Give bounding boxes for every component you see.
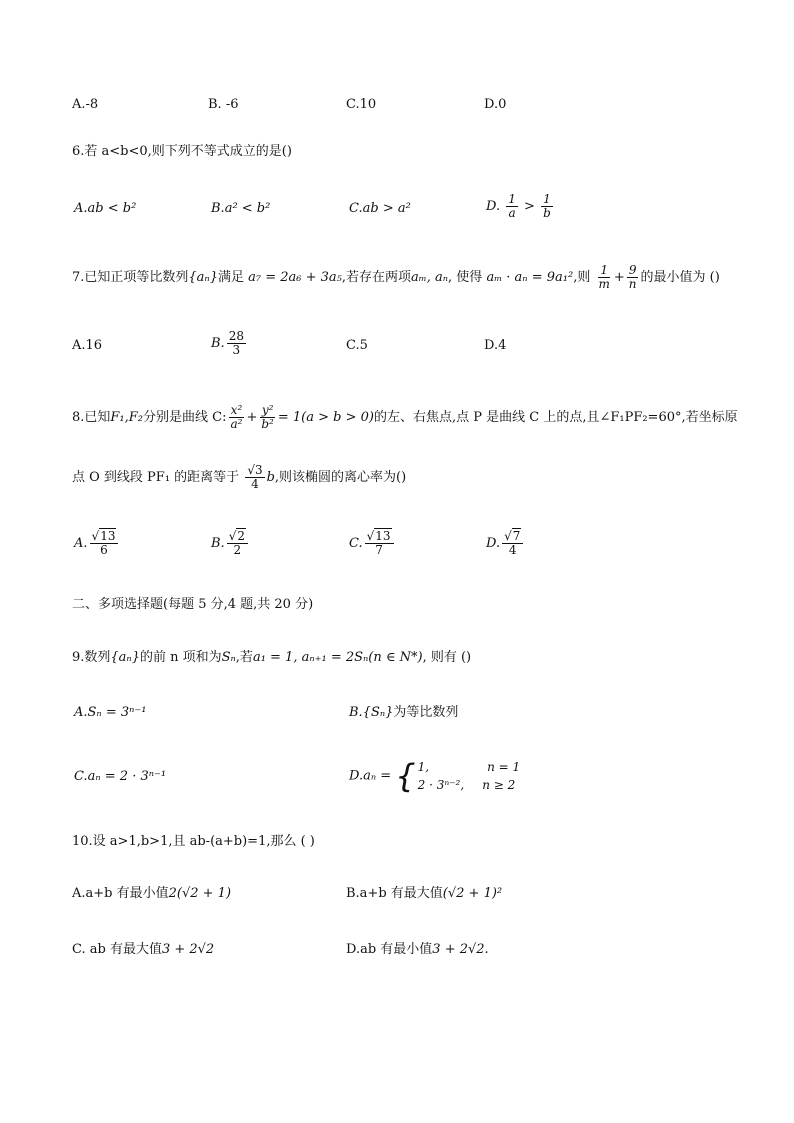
- fraction: [259, 404, 276, 431]
- q6-option-c: [349, 200, 411, 218]
- q10-option-d: [346, 941, 489, 959]
- case-condition: n ≥ 2: [482, 778, 516, 792]
- math: = 1(a > b > 0): [277, 410, 374, 425]
- denominator: a: [508, 206, 516, 220]
- option-label: B.: [211, 336, 225, 351]
- fraction: [596, 264, 611, 291]
- q7-option-d: D.4: [484, 338, 507, 353]
- q7-option-a: A.16: [72, 338, 103, 353]
- math: Sₙ: [221, 650, 236, 665]
- text: D.ab 有最小值: [346, 942, 433, 957]
- fraction: $\frac{√13}{7}$: [365, 530, 394, 557]
- q7-stem: [72, 264, 720, 291]
- text: 7.已知正项等比数列: [72, 270, 189, 285]
- option-label: C.: [349, 536, 363, 551]
- text: 满足: [217, 270, 244, 285]
- section-heading: 二、多项选择题(每题 5 分,4 题,共 20 分): [72, 597, 314, 612]
- numerator: 28: [228, 329, 244, 343]
- text: , 使得: [448, 270, 483, 285]
- text: B.a+b 有最大值: [346, 886, 443, 901]
- math: a₇ = 2a₆ + 3a₅: [248, 270, 342, 285]
- q8-option-a: [74, 530, 120, 557]
- q9-option-b: [349, 704, 458, 722]
- q8-option-c: [349, 530, 396, 557]
- q9-option-c: C.aₙ = 2 · 3ⁿ⁻¹: [74, 769, 167, 784]
- text: ,则: [573, 270, 591, 285]
- math: B.{Sₙ}: [349, 705, 394, 720]
- denominator: 4: [508, 543, 517, 557]
- numerator: x²: [230, 403, 243, 417]
- fraction: [227, 330, 246, 357]
- math: {aₙ}: [188, 270, 218, 285]
- text: 为等比数列: [393, 705, 459, 720]
- q6-option-a: [74, 200, 136, 218]
- option-label: B.: [211, 536, 225, 551]
- math: D.aₙ =: [349, 768, 392, 784]
- radicand: 7: [512, 529, 521, 543]
- option-label: D.: [486, 536, 501, 551]
- denominator: n: [628, 277, 637, 291]
- numerator: 9: [628, 263, 637, 277]
- q7-option-c: C.5: [346, 338, 368, 353]
- text: ,则该椭圆的离心率为(): [274, 470, 407, 485]
- denominator: a²: [230, 417, 243, 431]
- q5-option-b: B. -6: [208, 97, 239, 112]
- fraction: $\frac{√7}{4}$: [502, 530, 523, 557]
- option-label: D.: [486, 199, 501, 214]
- denominator: 3: [232, 343, 241, 357]
- option-expr: ab < b²: [87, 201, 137, 216]
- text: 8.已知: [72, 410, 111, 425]
- q5-option-a: A.-8: [72, 97, 99, 112]
- fraction: [506, 193, 518, 220]
- q9-stem: [72, 649, 471, 667]
- text: 点 O 到线段 PF₁ 的距离等于: [72, 470, 240, 485]
- operator: >: [524, 199, 535, 214]
- fraction: [627, 264, 639, 291]
- text: C. ab 有最大值: [72, 942, 162, 957]
- denominator: m: [598, 277, 610, 291]
- math: F₁,F₂: [110, 410, 144, 425]
- q9-option-a: A.Sₙ = 3ⁿ⁻¹: [74, 705, 147, 720]
- fraction: [228, 404, 244, 431]
- denominator: 7: [375, 543, 383, 557]
- math: 3 + 2√2.: [432, 942, 489, 957]
- q10-stem: 10.设 a>1,b>1,且 ab-(a+b)=1,那么 ( ): [72, 834, 315, 849]
- q10-option-c: [72, 941, 214, 959]
- text: 分别是曲线 C:: [143, 410, 227, 425]
- denominator: b²: [261, 417, 274, 431]
- case-condition: n = 1: [487, 760, 521, 774]
- fraction: [541, 193, 553, 220]
- numerator: 1: [600, 263, 608, 277]
- option-label: A.: [74, 536, 88, 551]
- q5-option-d: D.0: [484, 97, 507, 112]
- denominator: 6: [100, 543, 108, 557]
- denominator: b: [543, 206, 551, 220]
- numerator: 1: [508, 192, 516, 206]
- brace-icon: {: [395, 757, 416, 795]
- q10-option-a: [72, 885, 231, 903]
- radicand: 2: [237, 529, 245, 543]
- math: 3 + 2√2: [161, 942, 215, 957]
- option-expr: ab > a²: [362, 201, 411, 216]
- q7-option-b: [211, 330, 248, 357]
- q8-stem-line1: [72, 404, 738, 431]
- denominator: 4: [251, 477, 259, 491]
- piecewise: [395, 758, 520, 794]
- text: 的前 n 项和为: [139, 650, 222, 665]
- text: , 则有 (): [422, 650, 472, 665]
- option-label: A.: [74, 201, 88, 216]
- q10-option-b: [346, 885, 502, 903]
- text: ,若存在两项: [341, 270, 412, 285]
- fraction: $\frac{√2}{2}$: [227, 530, 248, 557]
- radicand: 13: [375, 529, 391, 543]
- case-value: 1,: [417, 760, 430, 774]
- math: aₘ · aₙ = 9a₁²: [486, 270, 574, 285]
- text: A.a+b 有最小值: [72, 886, 169, 901]
- radicand: 13: [100, 529, 116, 543]
- numerator: 1: [543, 192, 551, 206]
- case-value: 2 · 3ⁿ⁻²,: [417, 778, 465, 792]
- numerator: √3: [247, 463, 263, 477]
- math: aₘ, aₙ: [411, 270, 449, 285]
- math: {aₙ}: [110, 650, 140, 665]
- numerator: y²: [261, 403, 274, 417]
- option-expr: a² < b²: [224, 201, 271, 216]
- operator: +: [613, 270, 625, 285]
- piecewise-row: [418, 758, 521, 776]
- q6-option-d: [486, 193, 555, 220]
- option-label: C.: [349, 201, 363, 216]
- text: 9.数列: [72, 650, 111, 665]
- text: 的左、右焦点,点 P 是曲线 C 上的点,且∠F₁PF₂=60°,若坐标原: [373, 410, 738, 425]
- q9-option-d: [349, 758, 520, 794]
- piecewise-row: [418, 776, 521, 794]
- q8-stem-line2: [72, 464, 406, 491]
- math: b: [266, 470, 275, 485]
- option-label: B.: [211, 201, 225, 216]
- math: a₁ = 1, aₙ₊₁ = 2Sₙ(n ∈ N*): [252, 650, 423, 665]
- fraction: $\frac{√13}{6}$: [90, 530, 119, 557]
- text: 的最小值为 (): [640, 270, 720, 285]
- q8-option-d: [486, 530, 525, 557]
- denominator: 2: [233, 543, 242, 557]
- q6-stem: 6.若 a<b<0,则下列不等式成立的是(): [72, 144, 292, 159]
- q5-option-c: C.10: [346, 97, 377, 112]
- q8-option-b: [211, 530, 250, 557]
- math: (√2 + 1)²: [442, 886, 503, 901]
- q6-option-b: [211, 200, 270, 218]
- operator: +: [246, 410, 258, 425]
- text: ,若: [235, 650, 253, 665]
- math: 2(√2 + 1): [168, 886, 232, 901]
- fraction: [245, 464, 264, 491]
